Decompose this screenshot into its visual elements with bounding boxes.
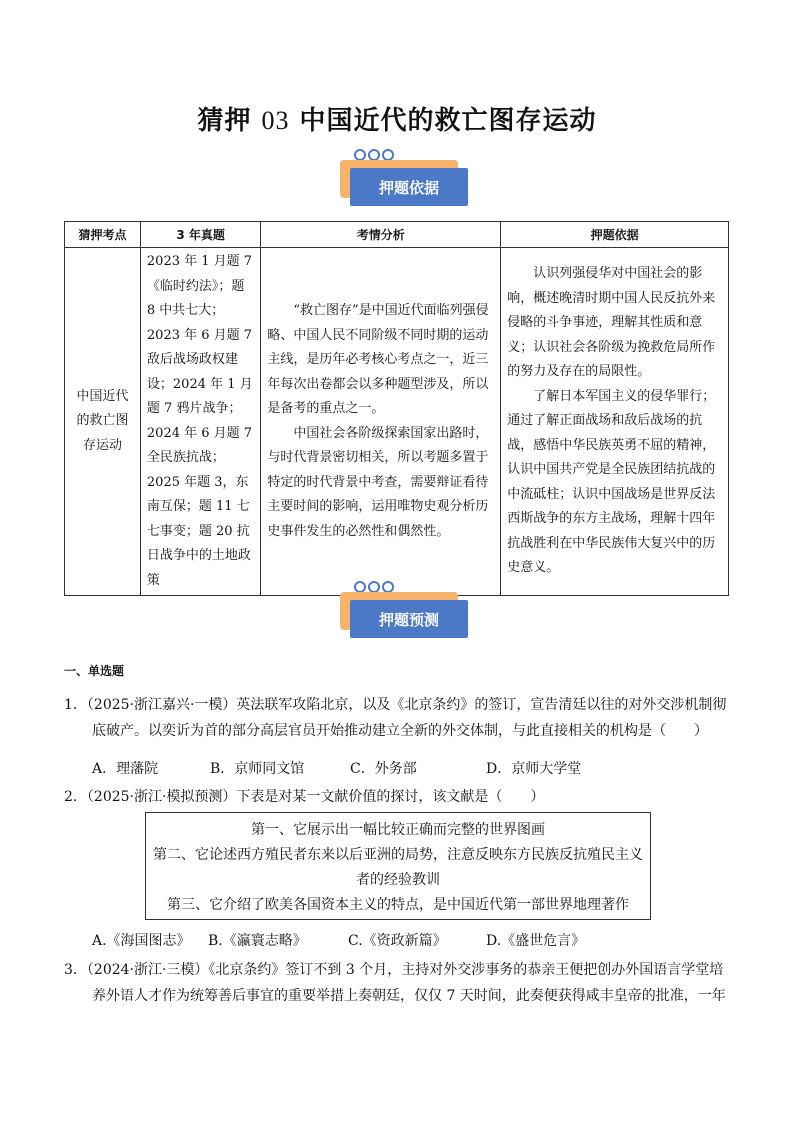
option-a[interactable]: A.《海国图志》	[92, 933, 191, 949]
page-title: 猜押 03 中国近代的救亡图存运动	[197, 106, 597, 136]
question-stem: 1．（2025·浙江嘉兴·一模）英法联军攻陷北京，以及《北京条约》的签订，宣告清廷以往的对外交涉机制彻	[64, 697, 727, 713]
table-row	[65, 248, 729, 596]
section-heading: 一、单选题	[64, 664, 125, 678]
question-stem: 2．（2025·浙江·模拟预测）下表是对某一文献价值的探讨，该文献是（ ）	[64, 789, 545, 805]
info-table	[64, 221, 729, 596]
header-cell: 押题依据	[501, 222, 729, 248]
basis-paragraph: 了解日本军国主义的侵华罪行；通过了解正面战场和敌后战场的抗战，感悟中华民族英勇不屈的精神，认识中国共产党是全民族团结抗战的中流砥柱；认识中国战场是世界反法西斯战争的东方主战场，理解十四年抗战胜利在中华民族伟大复兴中的历史意义。	[507, 388, 716, 576]
quote-line: 者的经验教训	[356, 872, 440, 888]
option-c[interactable]: C.《资政新篇》	[348, 933, 447, 949]
analysis-paragraph: “救亡图存”是中国近代面临列强侵略、中国人民不同阶级不同时期的运动主线，是历年必考核心考点之一，近三年每次出卷都会以多种题型涉及，所以是备考的重点之一。	[267, 303, 489, 416]
header-cell: 3 年真题	[140, 222, 260, 248]
question-1	[64, 692, 734, 744]
question-2	[64, 784, 734, 810]
header-cell: 考情分析	[261, 222, 501, 248]
question-stem: 养外语人才作为统筹善后事宜的重要举措上奏朝廷，仅仅 7 天时间，此奏便获得咸丰皇帝的批准，一年	[92, 988, 726, 1004]
badge-label: 押题依据	[350, 168, 468, 206]
options-q2	[92, 930, 585, 950]
option-b[interactable]: B．京师同文馆	[210, 761, 305, 777]
options-q1	[92, 758, 581, 778]
quote-line: 第一、它展示出一幅比较正确而完整的世界图画	[251, 822, 545, 838]
question-stem: 3．（2024·浙江·三模）《北京条约》签订不到 3 个月，主持对外交涉事务的恭亲王便把创办外国语言学堂培	[64, 962, 724, 978]
option-a[interactable]: A．理藩院	[92, 761, 159, 777]
analysis-cell	[261, 248, 501, 596]
badge-label: 押题预测	[350, 600, 468, 638]
option-d[interactable]: D．京师大学堂	[486, 761, 582, 777]
exam-cell: 2023 年 1 月题 7《临时约法》；题 8 中共七大；2023 年 6 月题 7 敌后战场政权建设；2024 年 1 月题 7 鸦片战争；2024 年 6 月题 7 全民族抗战；2025 年题 3，东南互保；题 11 七七事变；题 20 抗日战争中的土地政策	[140, 248, 260, 596]
quote-box	[145, 812, 651, 920]
section-badge-prediction	[340, 582, 468, 634]
quote-line: 第三、它介绍了欧美各国资本主义的特点，是中国近代第一部世界地理著作	[167, 897, 629, 913]
header-cell: 猜押考点	[65, 222, 141, 248]
question-3	[64, 957, 734, 1009]
analysis-paragraph: 中国社会各阶级探索国家出路时，与时代背景密切相关，所以考题多置于特定的时代背景中考查，需要辩证看待主要时间的影响，运用唯物史观分析历史事件发生的必然性和偶然性。	[267, 425, 489, 539]
option-c[interactable]: C．外务部	[350, 761, 417, 777]
table-header-row	[65, 222, 729, 248]
topic-cell: 中国近代的救亡图存运动	[65, 248, 141, 596]
option-b[interactable]: B.《瀛寰志略》	[208, 933, 307, 949]
option-d[interactable]: D.《盛世危言》	[486, 933, 586, 949]
section-badge-basis	[340, 150, 468, 202]
basis-cell	[501, 248, 729, 596]
question-stem: 底破产。以奕䜣为首的部分高层官员开始推动建立全新的外交体制，与此直接相关的机构是（ ）	[92, 723, 708, 739]
quote-line: 第二、它论述西方殖民者东来以后亚洲的局势，注意反映东方民族反抗殖民主义	[153, 847, 643, 863]
basis-paragraph: 认识列强侵华对中国社会的影响，概述晚清时期中国人民反抗外来侵略的斗争事迹，理解其性质和意义；认识社会各阶级为挽救危局所作的努力及存在的局限性。	[507, 266, 716, 380]
